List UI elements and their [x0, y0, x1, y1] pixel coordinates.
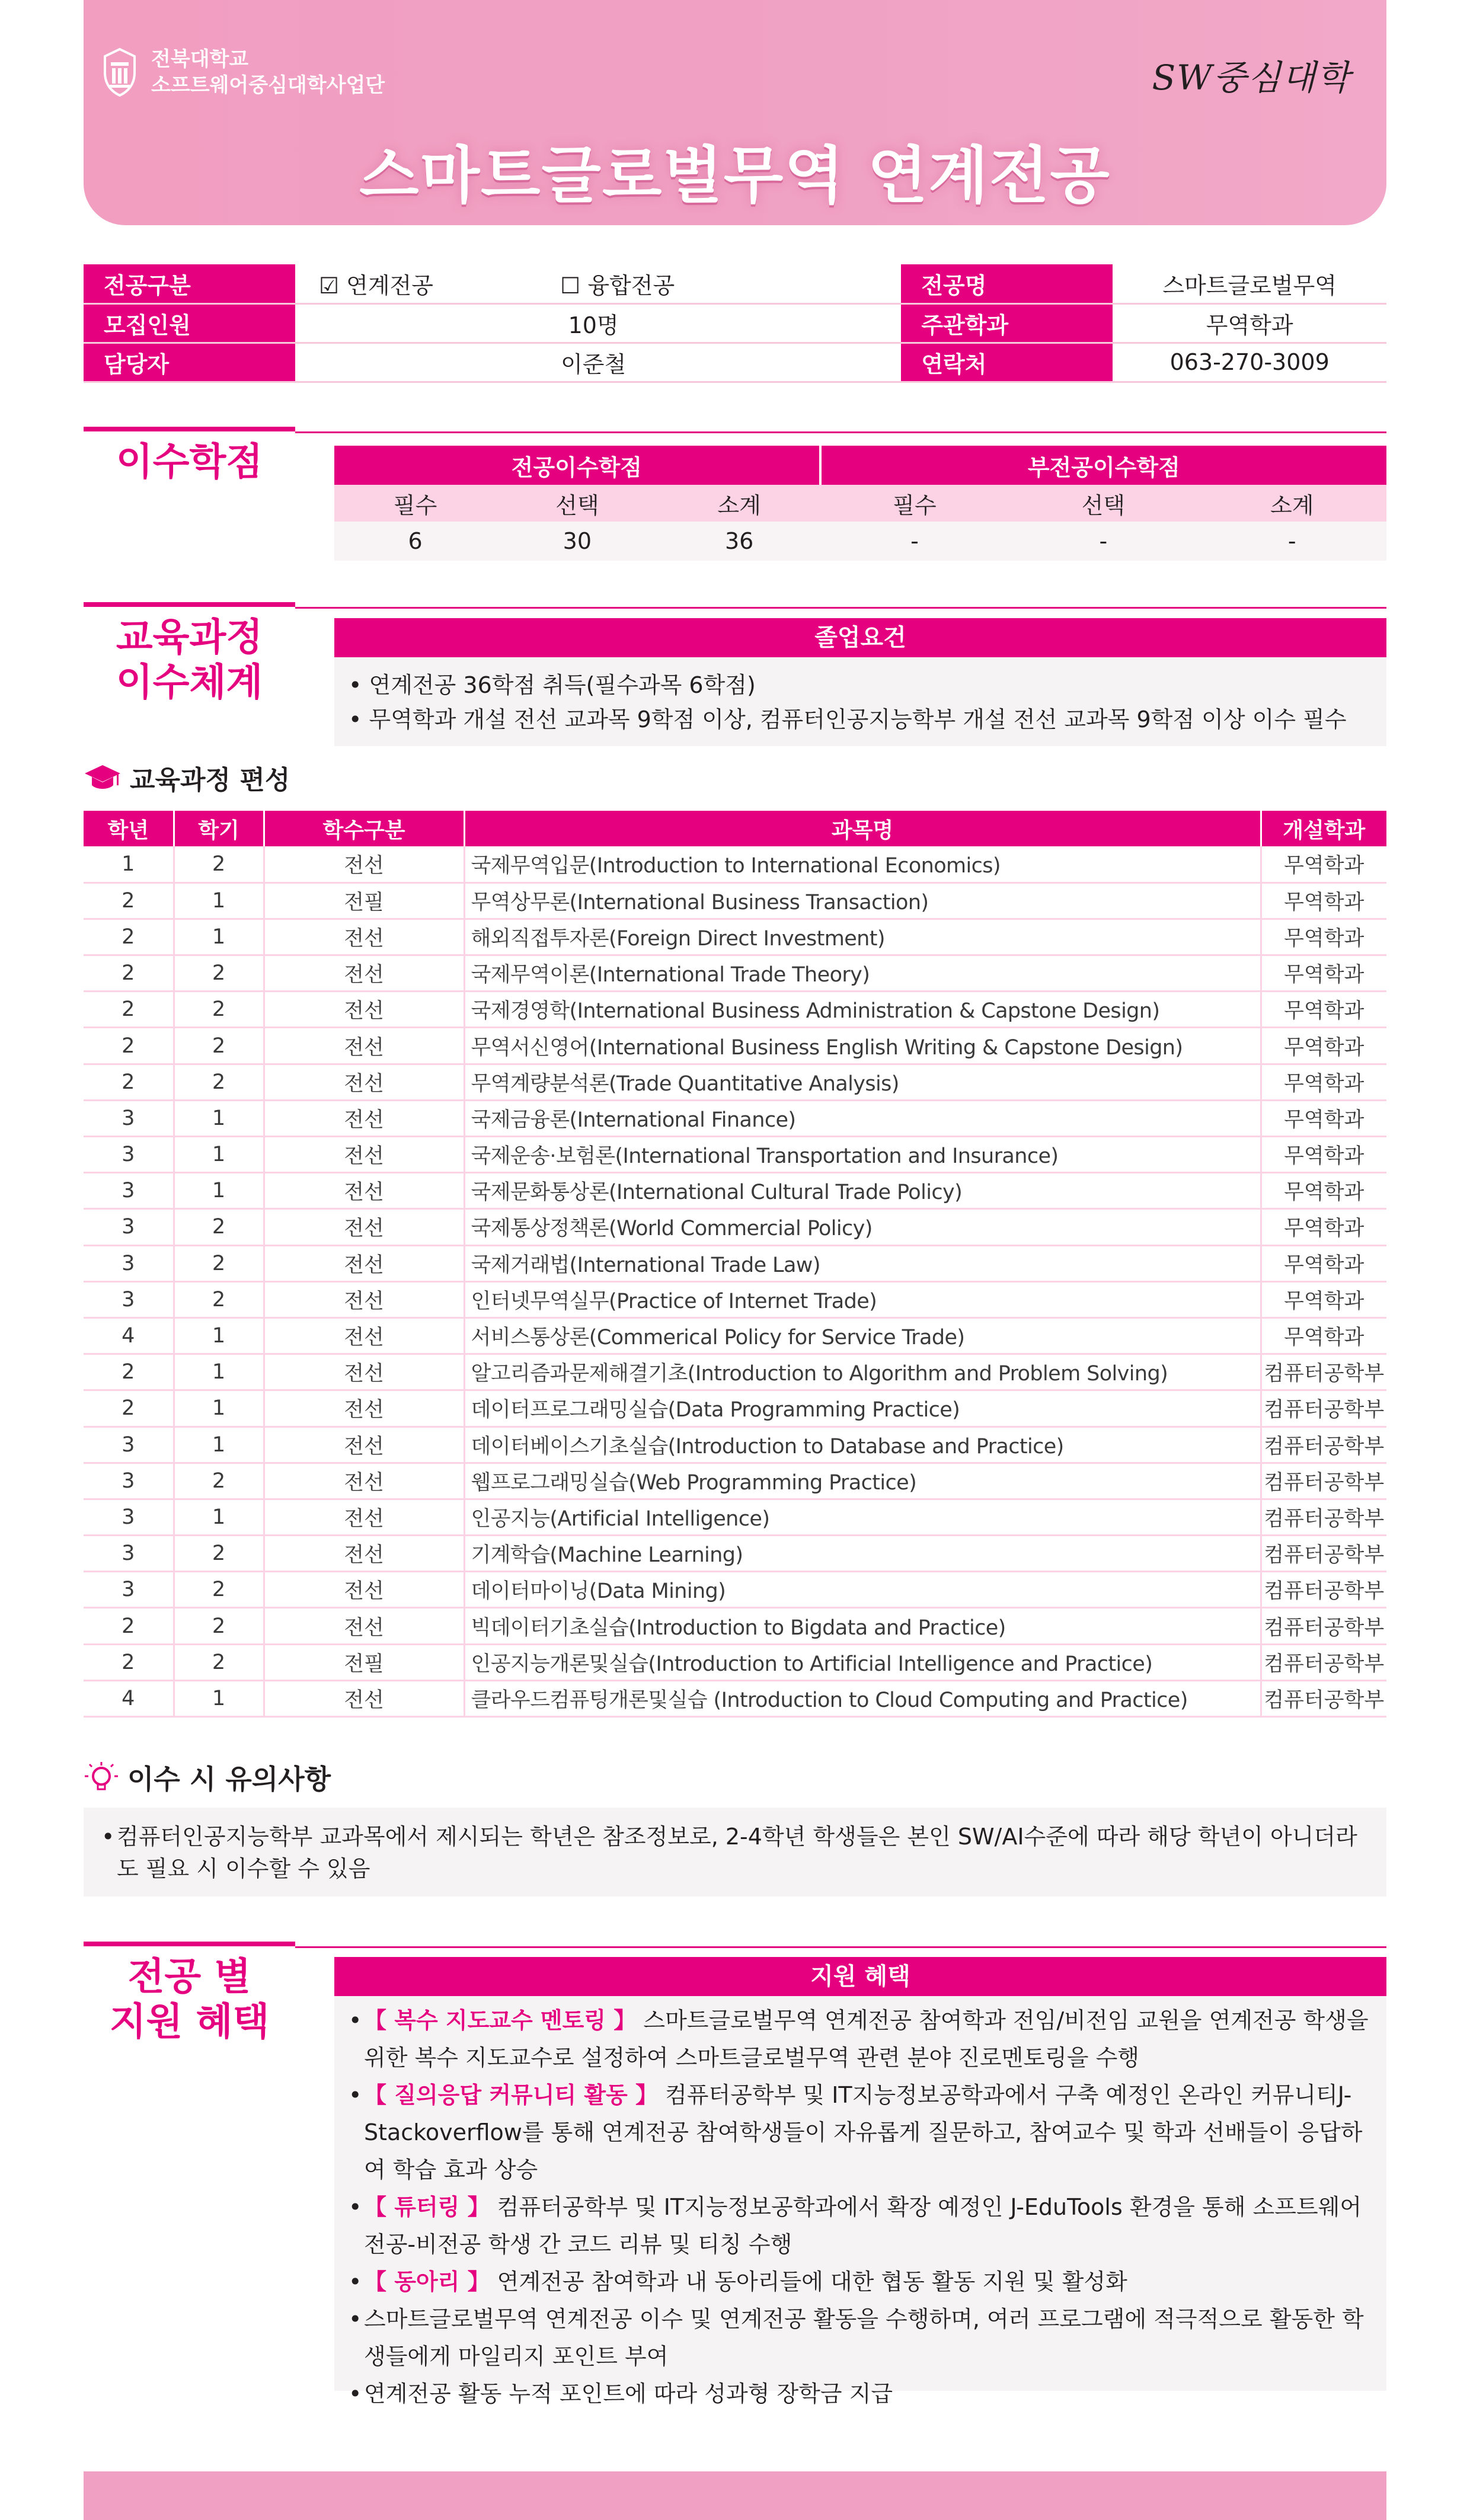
- category-cell: 전선: [264, 919, 464, 955]
- semester-cell: 2: [174, 1028, 264, 1064]
- credits-subheader: 필수: [334, 485, 496, 522]
- grade-cell: 3: [84, 1536, 174, 1572]
- credits-subheader: 선택: [1009, 485, 1197, 522]
- benefit-text: [364, 2301, 1372, 2375]
- grade-cell: 2: [84, 1028, 174, 1064]
- credits-value: -: [1197, 522, 1386, 561]
- course-name-cell: 데이터프로그래밍실습(Data Programming Practice): [464, 1390, 1261, 1427]
- sw-center-mark: SW중심대학: [1152, 57, 1351, 98]
- page-title: 스마트글로벌무역 연계전공: [359, 139, 1111, 212]
- category-cell: 전선: [264, 1281, 464, 1317]
- semester-cell: 2: [174, 846, 264, 882]
- dept-cell: 컴퓨터공학부: [1261, 1608, 1386, 1644]
- bullet: •: [349, 2194, 362, 2220]
- semester-cell: 1: [174, 1354, 264, 1390]
- benefit-tag: 【 복수 지도교수 멘토링 】: [364, 2007, 637, 2033]
- semester-cell: 2: [174, 1463, 264, 1499]
- col-header-grade: 학년: [84, 811, 174, 846]
- dept-cell: 무역학과: [1261, 992, 1386, 1028]
- category-cell: 전선: [264, 1137, 464, 1173]
- university-emblem-icon: [101, 47, 138, 98]
- semester-cell: 1: [174, 882, 264, 919]
- table-row: [84, 1680, 1386, 1716]
- manager-value: 이준철: [295, 343, 891, 382]
- grade-cell: 3: [84, 1572, 174, 1608]
- grade-cell: 2: [84, 1064, 174, 1100]
- grade-cell: 1: [84, 846, 174, 882]
- convergence-major-checkbox: ☐ 융합전공: [560, 272, 675, 299]
- major-info-table: [84, 264, 1386, 383]
- curriculum-table: [84, 811, 1386, 1718]
- dept-cell: 컴퓨터공학부: [1261, 1536, 1386, 1572]
- benefit-description: 컴퓨터공학부 및 IT지능정보공학과에서 확장 예정인 J-EduTools 환경을 통해 소프트웨어 전공-비전공 학생 간 코드 리뷰 및 티칭 수행: [364, 2194, 1362, 2257]
- grade-cell: 2: [84, 1390, 174, 1427]
- grad-item: • 무역학과 개설 전선 교과목 9학점 이상, 컴퓨터인공지능학부 개설 전선 교과목 9학점 이상 이수 필수: [349, 706, 1347, 733]
- benefit-description: 스마트글로벌무역 연계전공 참여학과 전임/비전임 교원을 연계전공 학생을 위한 복수 지도교수로 설정하여 스마트글로벌무역 관련 분야 진로멘토링을 수행: [364, 2007, 1369, 2071]
- course-name-cell: 무역서신영어(International Business English Writing & Capstone Design): [464, 1028, 1261, 1064]
- dept-cell: 컴퓨터공학부: [1261, 1354, 1386, 1390]
- curriculum-title: 교육과정 편성: [84, 759, 290, 797]
- course-name-cell: 인공지능(Artificial Intelligence): [464, 1499, 1261, 1535]
- category-cell: 전필: [264, 882, 464, 919]
- table-row: [84, 1173, 1386, 1209]
- benefit-text: [364, 2375, 1372, 2413]
- benefit-item: [349, 2002, 1372, 2077]
- dept-cell: 컴퓨터공학부: [1261, 1644, 1386, 1680]
- course-name-cell: 데이터마이닝(Data Mining): [464, 1572, 1261, 1608]
- footer-bar: [84, 2471, 1386, 2520]
- table-row: [84, 1644, 1386, 1680]
- col-header-dept: 개설학과: [1261, 811, 1386, 846]
- credits-section-title: 이수학점: [84, 427, 295, 485]
- table-row: [84, 1245, 1386, 1281]
- dept-cell: 무역학과: [1261, 1281, 1386, 1317]
- semester-cell: 1: [174, 1317, 264, 1354]
- benefit-description: 연계전공 참여학과 내 동아리들에 대한 협동 활동 지원 및 활성화: [490, 2269, 1127, 2295]
- course-name-cell: 클라우드컴퓨팅개론및실습 (Introduction to Cloud Computing and Practice): [464, 1680, 1261, 1716]
- table-row: [84, 882, 1386, 919]
- credits-subheader: 선택: [496, 485, 658, 522]
- dept-cell: 무역학과: [1261, 1245, 1386, 1281]
- university-logo: [101, 46, 385, 98]
- table-row: [84, 1028, 1386, 1064]
- type-options: [295, 264, 891, 303]
- semester-cell: 2: [174, 955, 264, 992]
- course-name-cell: 웹프로그래밍실습(Web Programming Practice): [464, 1463, 1261, 1499]
- credits-subheader: 소계: [1197, 485, 1386, 522]
- grade-cell: 3: [84, 1463, 174, 1499]
- dept-cell: 컴퓨터공학부: [1261, 1390, 1386, 1427]
- category-cell: 전선: [264, 1499, 464, 1535]
- category-cell: 전선: [264, 1100, 464, 1136]
- semester-cell: 1: [174, 1100, 264, 1136]
- dept-cell: 무역학과: [1261, 1028, 1386, 1064]
- benefits-divider: [295, 1946, 1386, 1948]
- course-name-cell: 데이터베이스기초실습(Introduction to Database and Practice): [464, 1427, 1261, 1463]
- contact-label: 연락처: [901, 343, 1113, 382]
- grade-cell: 3: [84, 1137, 174, 1173]
- page-header: [84, 0, 1386, 225]
- grade-cell: 3: [84, 1209, 174, 1245]
- course-name-cell: 서비스통상론(Commerical Policy for Service Trade): [464, 1317, 1261, 1354]
- system-divider: [295, 607, 1386, 609]
- university-name: 전북대학교: [151, 47, 249, 71]
- credits-divider: [295, 431, 1386, 433]
- recruit-value: 10명: [295, 303, 891, 343]
- dept-cell: 컴퓨터공학부: [1261, 1499, 1386, 1535]
- benefit-description: 컴퓨터공학부 및 IT지능정보공학과에서 구축 예정인 온라인 커뮤니티J-Stackoverflow를 통해 연계전공 참여학생들이 자유롭게 질문하고, 참여교수 및 학과 선배들이 응답하여 학습 효과 상승: [364, 2082, 1363, 2183]
- semester-cell: 1: [174, 1173, 264, 1209]
- semester-cell: 2: [174, 1608, 264, 1644]
- dept-cell: 무역학과: [1261, 1173, 1386, 1209]
- benefits-body: [334, 1996, 1386, 2407]
- table-row: [84, 1536, 1386, 1572]
- category-cell: 전선: [264, 1245, 464, 1281]
- semester-cell: 2: [174, 992, 264, 1028]
- table-row: [84, 1499, 1386, 1535]
- table-row: [84, 846, 1386, 882]
- organization-name: 소프트웨어중심대학사업단: [151, 73, 385, 97]
- benefit-text: [364, 2077, 1372, 2189]
- dept-cell: 무역학과: [1261, 919, 1386, 955]
- grade-cell: 2: [84, 1608, 174, 1644]
- dept-label: 주관학과: [901, 303, 1113, 343]
- semester-cell: 2: [174, 1644, 264, 1680]
- minor-credits-header: 부전공이수학점: [820, 446, 1386, 485]
- notes-title: 이수 시 유의사항: [84, 1758, 331, 1797]
- credits-value: 36: [658, 522, 820, 561]
- course-name-cell: 국제통상정책론(World Commercial Policy): [464, 1209, 1261, 1245]
- dept-cell: 컴퓨터공학부: [1261, 1427, 1386, 1463]
- grade-cell: 4: [84, 1680, 174, 1716]
- col-header-semester: 학기: [174, 811, 264, 846]
- category-cell: 전선: [264, 1572, 464, 1608]
- table-row: [84, 955, 1386, 992]
- dept-cell: 무역학과: [1261, 1137, 1386, 1173]
- benefit-description: 스마트글로벌무역 연계전공 이수 및 연계전공 활동을 수행하며, 여러 프로그램에 적극적으로 활동한 학생들에게 마일리지 포인트 부여: [364, 2306, 1364, 2369]
- note-text: 컴퓨터인공지능학부 교과목에서 제시되는 학년은 참조정보로, 2-4학년 학생들은 본인 SW/AI수준에 따라 해당 학년이 아니더라도 필요 시 이수할 수 있음: [117, 1824, 1357, 1882]
- semester-cell: 2: [174, 1572, 264, 1608]
- course-name-cell: 알고리즘과문제해결기초(Introduction to Algorithm and Problem Solving): [464, 1354, 1261, 1390]
- category-cell: 전선: [264, 1390, 464, 1427]
- course-name-cell: 국제운송·보험론(International Transportation and Insurance): [464, 1137, 1261, 1173]
- grad-item: • 연계전공 36학점 취득(필수과목 6학점): [349, 672, 756, 698]
- category-cell: 전필: [264, 1644, 464, 1680]
- dept-cell: 무역학과: [1261, 1317, 1386, 1354]
- benefit-tag: 【 튜터링 】: [364, 2194, 490, 2220]
- semester-cell: 2: [174, 1281, 264, 1317]
- dept-cell: 무역학과: [1261, 846, 1386, 882]
- table-row: [84, 1608, 1386, 1644]
- benefit-tag: 【 동아리 】: [364, 2269, 490, 2295]
- semester-cell: 1: [174, 919, 264, 955]
- manager-label: 담당자: [84, 343, 295, 382]
- category-cell: 전선: [264, 1173, 464, 1209]
- dept-cell: 무역학과: [1261, 955, 1386, 992]
- category-cell: 전선: [264, 992, 464, 1028]
- semester-cell: 1: [174, 1390, 264, 1427]
- benefit-text: [364, 2189, 1372, 2263]
- table-row: [84, 1100, 1386, 1136]
- grade-cell: 4: [84, 1317, 174, 1354]
- credits-value: 30: [496, 522, 658, 561]
- dept-cell: 컴퓨터공학부: [1261, 1680, 1386, 1716]
- credits-value: 6: [334, 522, 496, 561]
- benefit-item: [349, 2301, 1372, 2375]
- grad-requirements-body: [334, 657, 1386, 746]
- course-name-cell: 국제경영학(International Business Administration & Capstone Design): [464, 992, 1261, 1028]
- grade-cell: 2: [84, 1644, 174, 1680]
- course-name-cell: 국제문화통상론(International Cultural Trade Policy): [464, 1173, 1261, 1209]
- benefit-description: 연계전공 활동 누적 포인트에 따라 성과형 장학금 지급: [364, 2381, 893, 2407]
- course-name-cell: 기계학습(Machine Learning): [464, 1536, 1261, 1572]
- category-cell: 전선: [264, 1536, 464, 1572]
- category-cell: 전선: [264, 1463, 464, 1499]
- category-cell: 전선: [264, 846, 464, 882]
- course-name-cell: 인공지능개론및실습(Introduction to Artificial Intelligence and Practice): [464, 1644, 1261, 1680]
- course-name-cell: 해외직접투자론(Foreign Direct Investment): [464, 919, 1261, 955]
- bullet: •: [349, 2007, 362, 2033]
- category-cell: 전선: [264, 1608, 464, 1644]
- grade-cell: 2: [84, 882, 174, 919]
- benefit-item: [349, 2375, 1372, 2413]
- grade-cell: 2: [84, 1354, 174, 1390]
- category-cell: 전선: [264, 1427, 464, 1463]
- benefit-tag: 【 질의응답 커뮤니티 활동 】: [364, 2082, 658, 2108]
- benefit-text: [364, 2263, 1372, 2301]
- credits-table: [334, 446, 1386, 561]
- dept-value: 무역학과: [1113, 303, 1386, 343]
- curriculum-rows: [84, 846, 1386, 1717]
- grad-requirements-header: 졸업요건: [334, 618, 1386, 657]
- linked-major-checkbox: ☑ 연계전공: [319, 272, 433, 299]
- semester-cell: 2: [174, 1245, 264, 1281]
- benefit-text: [364, 2002, 1372, 2077]
- table-row: [84, 1209, 1386, 1245]
- system-section-title: 교육과정 이수체계: [84, 602, 295, 705]
- grade-cell: 2: [84, 992, 174, 1028]
- benefits-section-title: 전공 별 지원 혜택: [84, 1942, 295, 2045]
- semester-cell: 1: [174, 1427, 264, 1463]
- category-cell: 전선: [264, 1317, 464, 1354]
- table-row: [84, 1427, 1386, 1463]
- grade-cell: 3: [84, 1173, 174, 1209]
- category-cell: 전선: [264, 955, 464, 992]
- contact-value: 063-270-3009: [1113, 343, 1386, 382]
- benefit-item: [349, 2077, 1372, 2189]
- dept-cell: 무역학과: [1261, 1100, 1386, 1136]
- bullet: •: [349, 2082, 362, 2108]
- benefit-item: [349, 2263, 1372, 2301]
- course-name-cell: 인터넷무역실무(Practice of Internet Trade): [464, 1281, 1261, 1317]
- table-row: [84, 1354, 1386, 1390]
- bullet: •: [349, 2381, 362, 2407]
- notes-body: • 컴퓨터인공지능학부 교과목에서 제시되는 학년은 참조정보로, 2-4학년 학생들은 본인 SW/AI수준에 따라 해당 학년이 아니더라도 필요 시 이수할 수 있음: [84, 1808, 1386, 1897]
- credits-value: -: [820, 522, 1009, 561]
- benefit-item: [349, 2189, 1372, 2263]
- grade-cell: 3: [84, 1100, 174, 1136]
- type-label: 전공구분: [84, 264, 295, 303]
- category-cell: 전선: [264, 1354, 464, 1390]
- major-credits-header: 전공이수학점: [334, 446, 820, 485]
- course-name-cell: 국제금융론(International Finance): [464, 1100, 1261, 1136]
- table-row: [84, 1463, 1386, 1499]
- grade-cell: 3: [84, 1281, 174, 1317]
- category-cell: 전선: [264, 1680, 464, 1716]
- grade-cell: 2: [84, 955, 174, 992]
- semester-cell: 1: [174, 1137, 264, 1173]
- course-name-cell: 국제무역입문(Introduction to International Economics): [464, 846, 1261, 882]
- category-cell: 전선: [264, 1028, 464, 1064]
- credits-subheader: 필수: [820, 485, 1009, 522]
- course-name-cell: 무역상무론(International Business Transaction): [464, 882, 1261, 919]
- course-name-cell: 국제거래법(International Trade Law): [464, 1245, 1261, 1281]
- grade-cell: 3: [84, 1499, 174, 1535]
- dept-cell: 무역학과: [1261, 1064, 1386, 1100]
- semester-cell: 1: [174, 1499, 264, 1535]
- lightbulb-icon: [84, 1760, 119, 1795]
- semester-cell: 2: [174, 1536, 264, 1572]
- dept-cell: 컴퓨터공학부: [1261, 1463, 1386, 1499]
- table-row: [84, 1281, 1386, 1317]
- table-row: [84, 1317, 1386, 1354]
- table-row: [84, 1064, 1386, 1100]
- table-row: [84, 992, 1386, 1028]
- semester-cell: 1: [174, 1680, 264, 1716]
- bullet: •: [349, 2269, 362, 2295]
- benefits-header: 지원 혜택: [334, 1957, 1386, 1996]
- category-cell: 전선: [264, 1064, 464, 1100]
- credits-value: -: [1009, 522, 1197, 561]
- dept-cell: 무역학과: [1261, 1209, 1386, 1245]
- category-cell: 전선: [264, 1209, 464, 1245]
- dept-cell: 무역학과: [1261, 882, 1386, 919]
- table-row: [84, 1390, 1386, 1427]
- graduation-cap-icon: [84, 763, 122, 792]
- bullet: •: [349, 2306, 362, 2332]
- grade-cell: 2: [84, 919, 174, 955]
- course-name-cell: 빅데이터기초실습(Introduction to Bigdata and Practice): [464, 1608, 1261, 1644]
- semester-cell: 2: [174, 1209, 264, 1245]
- col-header-course: 과목명: [464, 811, 1261, 846]
- dept-cell: 컴퓨터공학부: [1261, 1572, 1386, 1608]
- course-name-cell: 무역계량분석론(Trade Quantitative Analysis): [464, 1064, 1261, 1100]
- course-name-cell: 국제무역이론(International Trade Theory): [464, 955, 1261, 992]
- semester-cell: 2: [174, 1064, 264, 1100]
- table-row: [84, 1137, 1386, 1173]
- grade-cell: 3: [84, 1245, 174, 1281]
- major-value: 스마트글로벌무역: [1113, 264, 1386, 303]
- grade-cell: 3: [84, 1427, 174, 1463]
- table-row: [84, 1572, 1386, 1608]
- major-label: 전공명: [901, 264, 1113, 303]
- credits-subheader: 소계: [658, 485, 820, 522]
- recruit-label: 모집인원: [84, 303, 295, 343]
- col-header-category: 학수구분: [264, 811, 464, 846]
- table-row: [84, 919, 1386, 955]
